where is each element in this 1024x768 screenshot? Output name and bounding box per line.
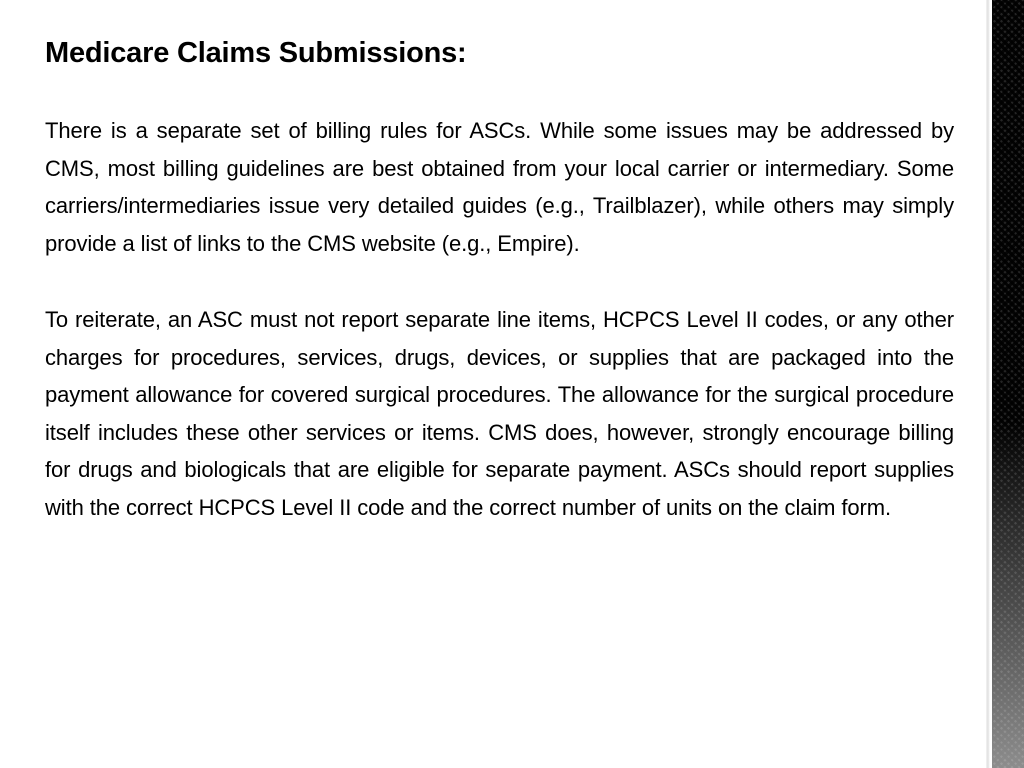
decorative-edge-strip (986, 0, 1024, 768)
paragraph-reiterate: To reiterate, an ASC must not report separate line items, HCPCS Level II codes, or any other charges for procedures, services, drugs, devices, or supplies that are packaged into the payment allowance for covered surgical procedures. The allowance for the surgical procedure itself includes these other services or items. CMS does, however, strongly encourage billing for drugs and biologicals that are eligible for separate payment. ASCs should report supplies with the correct HCPCS Level II code and the correct number of units on the claim form. (45, 307, 954, 520)
slide-title: Medicare Claims Submissions: (45, 37, 467, 69)
paragraph-billing-rules: There is a separate set of billing rules for ASCs. While some issues may be addressed by CMS, most billing guidelines are best obtained from your local carrier or intermediary. Some carriers/intermediaries issue very detailed guides (e.g., Trailblazer), while others may simply provide a list of links to the CMS website (e.g., Empire). (45, 118, 954, 256)
slide-content (45, 34, 954, 565)
